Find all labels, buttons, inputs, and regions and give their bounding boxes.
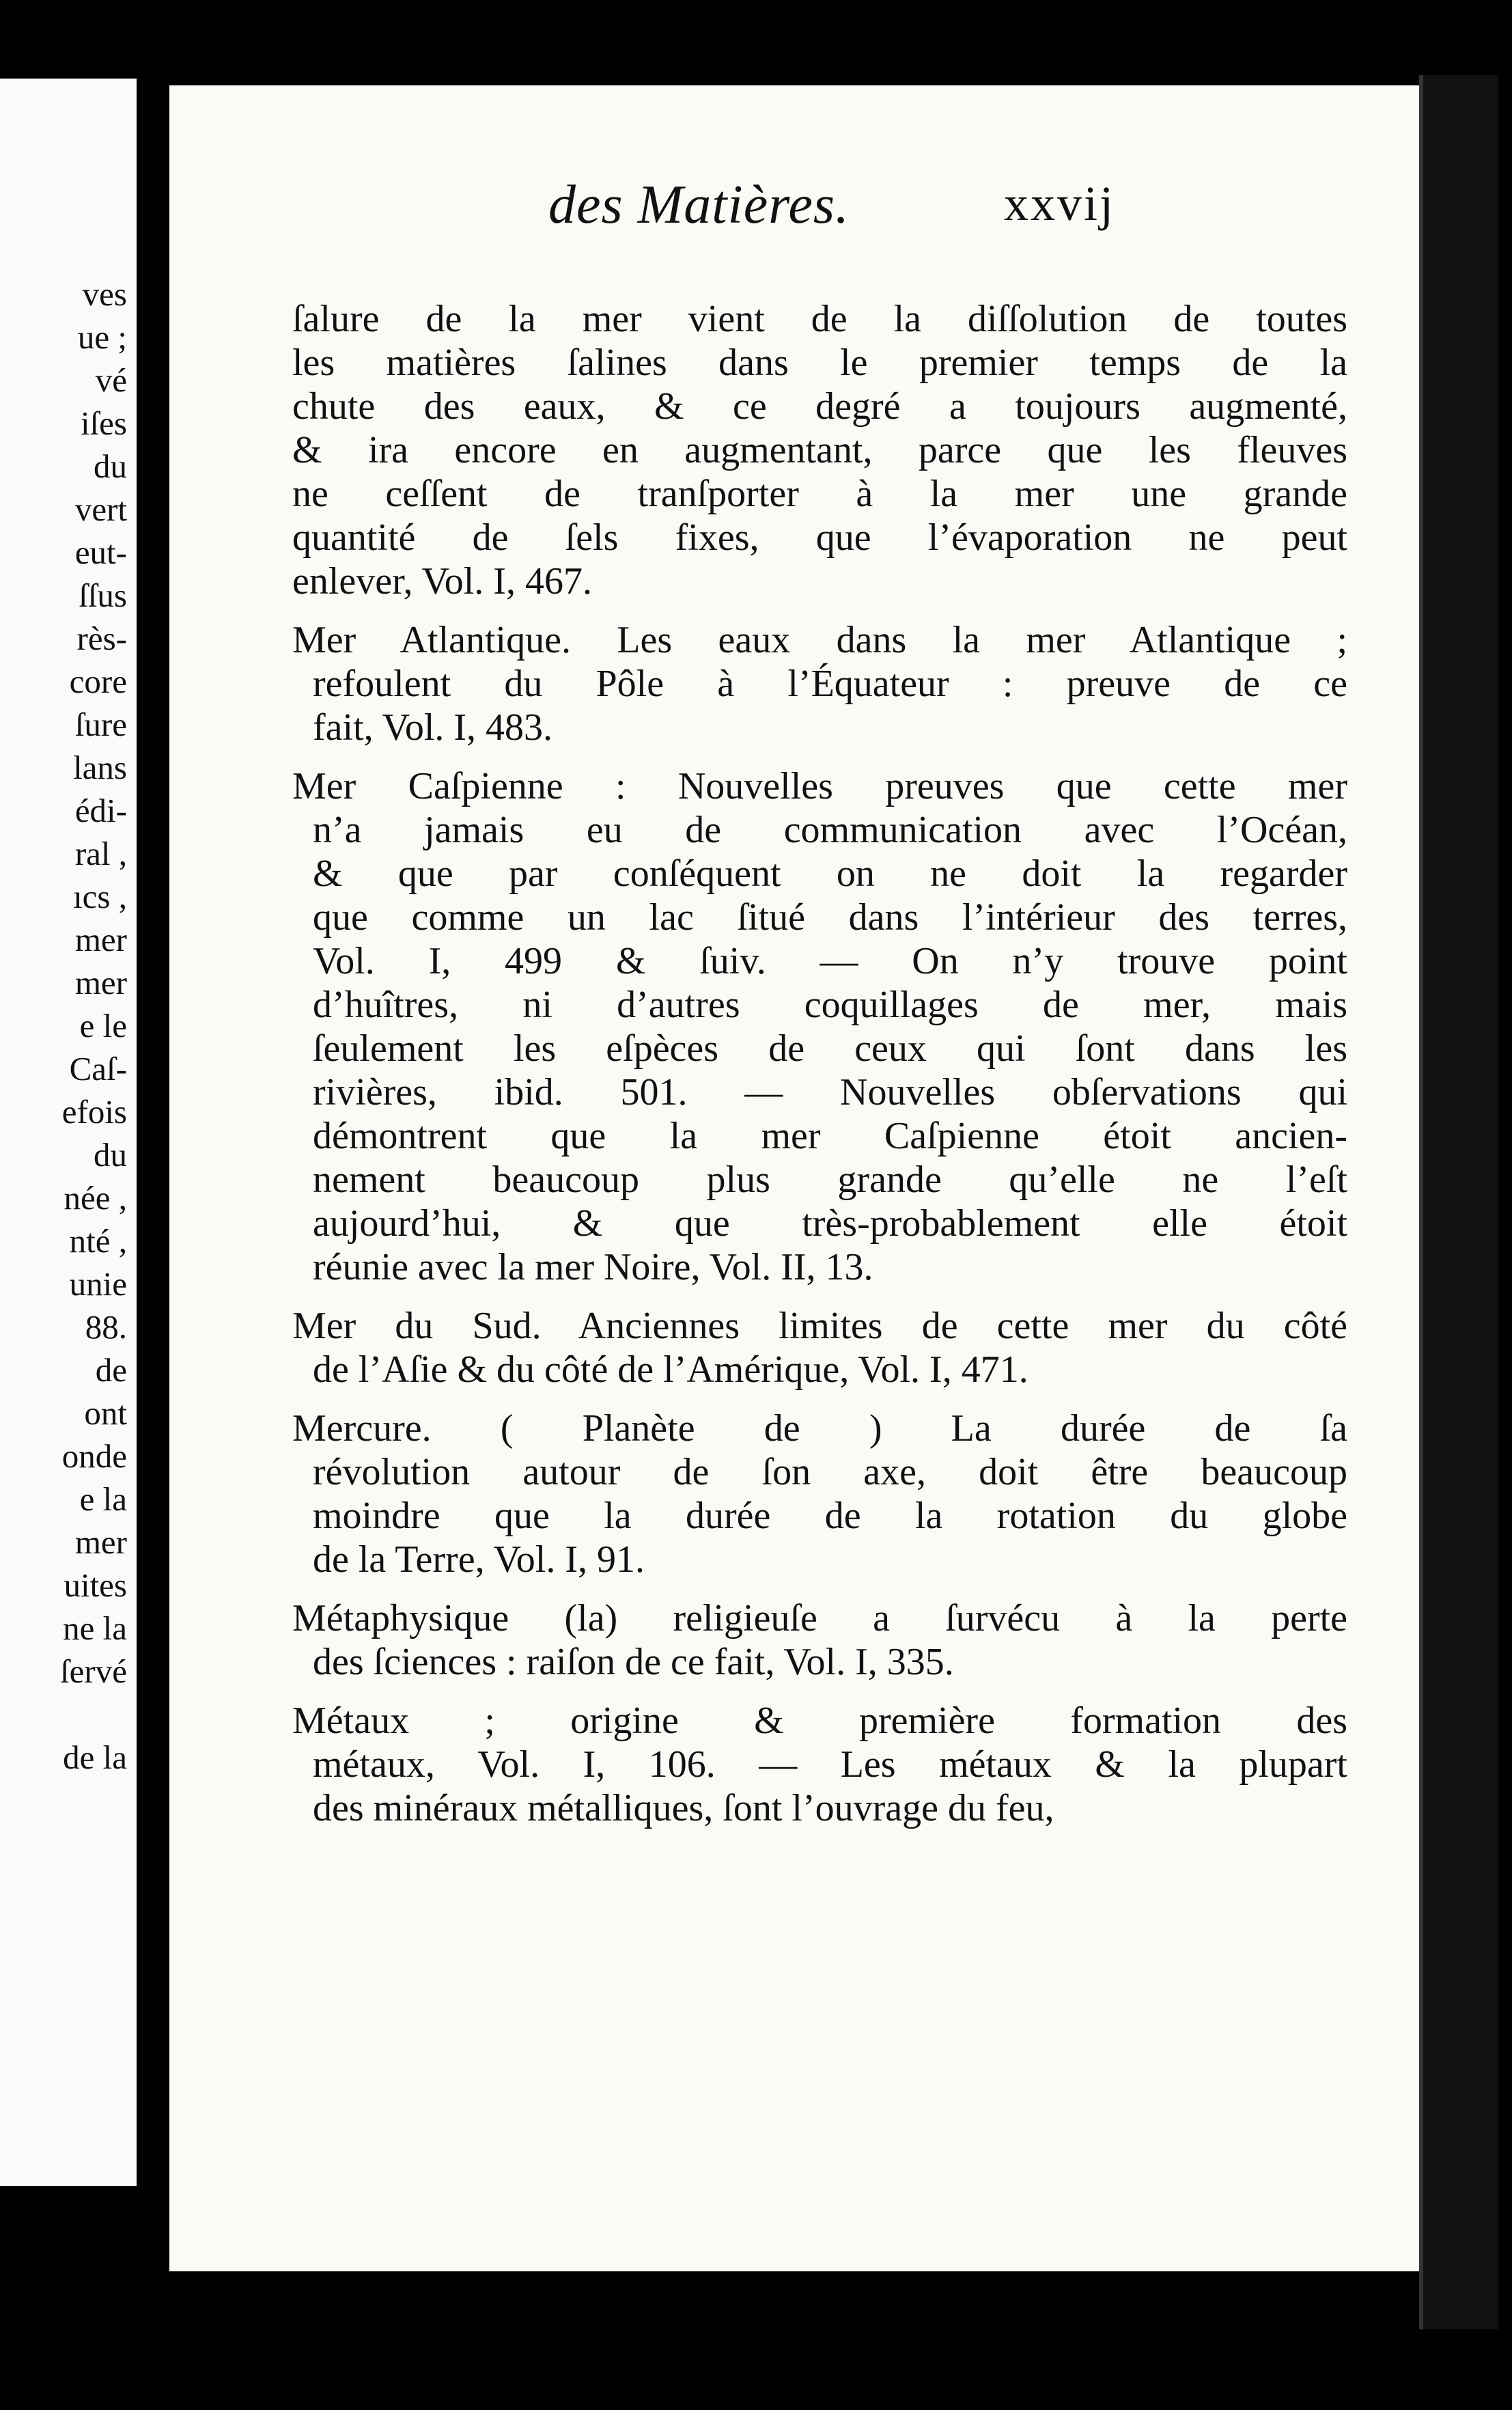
text-line: des ſciences : raiſon de ce fait, Vol. I, 335. <box>313 1641 954 1683</box>
text-line: rivières, ibid. 501. — Nouvelles obſervations qui <box>313 1071 1347 1113</box>
facing-page-fragment: vé <box>95 361 127 399</box>
text-line: aujourd’hui, & que très-probablement elle étoit <box>313 1202 1347 1245</box>
text-line: de l’Aſie & du côté de l’Amérique, Vol. I, 471. <box>313 1348 1028 1391</box>
facing-page-fragment: Caſ- <box>69 1050 127 1088</box>
text-line: n’a jamais eu de communication avec l’Océan, <box>313 809 1347 851</box>
facing-page-fragment: rès- <box>76 620 127 657</box>
page-edge <box>1419 75 1498 2329</box>
facing-page-fragment: eut- <box>74 534 127 571</box>
text-line: Mer du Sud. Anciennes limites de cette mer du côté <box>292 1305 1347 1347</box>
page <box>169 85 1419 2271</box>
facing-page-fragment: efois <box>61 1093 127 1131</box>
text-line: réunie avec la mer Noire, Vol. II, 13. <box>313 1246 873 1288</box>
facing-page-fragment: ſſus <box>79 577 127 614</box>
text-line: fait, Vol. I, 483. <box>313 706 553 749</box>
facing-page-fragment: ſure <box>74 706 127 743</box>
facing-page-fragment: uites <box>64 1566 127 1604</box>
page-number: xxvij <box>1004 176 1116 231</box>
facing-page-fragment: core <box>69 663 127 700</box>
facing-page-fragment: édi- <box>74 792 127 829</box>
text-line: Vol. I, 499 & ſuiv. — On n’y trouve point <box>313 940 1347 982</box>
index-entry <box>292 618 1347 749</box>
facing-page-fragment: onde <box>61 1437 127 1475</box>
facing-page <box>0 79 137 2186</box>
text-line: révolution autour de ſon axe, doit être beaucoup <box>313 1451 1347 1493</box>
facing-page-fragment: e le <box>79 1007 127 1044</box>
text-line: enlever, Vol. I, 467. <box>292 560 592 602</box>
facing-page-fragment: du <box>94 447 127 485</box>
index-entry <box>292 297 1347 603</box>
facing-page-fragment: iſes <box>80 404 127 442</box>
facing-page-fragment: e la <box>79 1480 127 1518</box>
facing-page-fragment: nté , <box>69 1222 127 1260</box>
text-line: que comme un lac ſitué dans l’intérieur des terres, <box>313 896 1347 939</box>
index-entry <box>292 1407 1347 1581</box>
facing-page-fragment: du <box>94 1136 127 1174</box>
text-line: ſalure de la mer vient de la diſſolution de toutes <box>292 298 1347 340</box>
facing-page-fragment: de la <box>63 1739 127 1776</box>
facing-page-fragment: 88. <box>85 1308 127 1346</box>
facing-page-fragment: de <box>95 1351 127 1389</box>
facing-page-fragment: unie <box>69 1265 127 1303</box>
text-line: refoulent du Pôle à l’Équateur : preuve de ce <box>313 663 1347 705</box>
text-line: Métaux ; origine & première formation des <box>292 1700 1347 1742</box>
index-entry <box>292 764 1347 1289</box>
running-title: des Matières. <box>548 175 850 235</box>
book-gutter <box>137 0 169 2410</box>
text-line: chute des eaux, & ce degré a toujours augmenté, <box>292 385 1347 428</box>
facing-page-fragment: ıcs , <box>73 878 127 915</box>
facing-page-fragment: ue ; <box>77 318 127 356</box>
text-line: & que par conſéquent on ne doit la regarder <box>313 853 1347 895</box>
index-text <box>292 297 1347 1845</box>
text-line: & ira encore en augmentant, parce que les fleuves <box>292 429 1347 471</box>
facing-page-fragment: née , <box>64 1179 127 1217</box>
index-entry <box>292 1304 1347 1391</box>
text-line: ſeulement les eſpèces de ceux qui ſont dans les <box>313 1027 1347 1070</box>
text-line: Mer Atlantique. Les eaux dans la mer Atlantique ; <box>292 619 1347 661</box>
text-line: moindre que la durée de la rotation du globe <box>313 1495 1347 1537</box>
facing-page-fragment: mer <box>74 1523 127 1561</box>
text-line: métaux, Vol. I, 106. — Les métaux & la plupart <box>313 1743 1347 1786</box>
facing-page-fragment: ſervé <box>60 1652 127 1690</box>
text-line: nement beaucoup plus grande qu’elle ne l’eſt <box>313 1159 1347 1201</box>
text-line: de la Terre, Vol. I, 91. <box>313 1538 645 1581</box>
index-entry <box>292 1596 1347 1684</box>
facing-page-fragment: ne la <box>63 1609 127 1647</box>
text-line: démontrent que la mer Caſpienne étoit ancien- <box>313 1115 1347 1157</box>
facing-page-fragment: ves <box>82 275 127 313</box>
facing-page-fragment: mer <box>74 921 127 958</box>
facing-page-fragment: ral , <box>74 835 127 872</box>
text-line: ne ceſſent de tranſporter à la mer une grande <box>292 473 1347 515</box>
index-entry <box>292 1699 1347 1830</box>
text-line: les matières ſalines dans le premier temps de la <box>292 342 1347 384</box>
text-line: des minéraux métalliques, ſont l’ouvrage du feu, <box>313 1787 1054 1829</box>
text-line: Métaphysique (la) religieuſe a ſurvécu à la perte <box>292 1597 1347 1639</box>
text-line: d’huîtres, ni d’autres coquillages de mer, mais <box>313 984 1347 1026</box>
facing-page-fragment: ont <box>84 1394 127 1432</box>
text-line: quantité de ſels fixes, que l’évaporation ne peut <box>292 516 1347 559</box>
text-line: Mer Caſpienne : Nouvelles preuves que cette mer <box>292 765 1347 807</box>
facing-page-fragment: mer <box>74 964 127 1001</box>
facing-page-fragment: lans <box>73 749 127 786</box>
text-line: Mercure. ( Planète de ) La durée de ſa <box>292 1407 1347 1450</box>
facing-page-fragment: vert <box>74 490 127 528</box>
